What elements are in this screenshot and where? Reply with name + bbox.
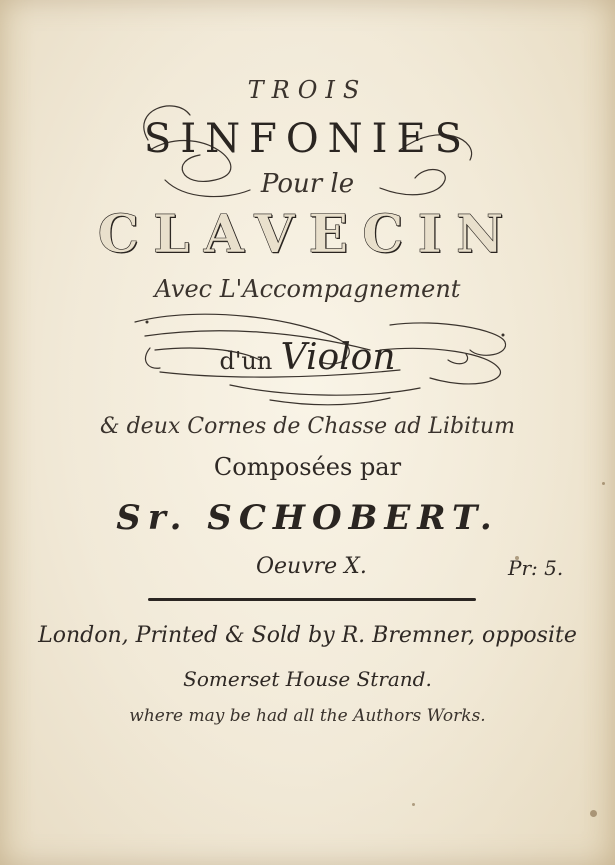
stain-mark [412, 803, 415, 806]
title-sinfonies: SINFONIES [143, 116, 472, 162]
stain-mark [590, 810, 597, 817]
opus-number: Oeuvre X. [256, 554, 367, 579]
title-violon-line [0, 337, 615, 378]
title-accompagnement: Avec L'Accompagnement [154, 275, 461, 303]
imprint-note: where may be had all the Authors Works. [129, 706, 486, 726]
imprint-address: Somerset House Strand. [183, 667, 432, 691]
title-trois: TROIS [247, 76, 368, 104]
title-clavecin: CLAVECIN [97, 204, 518, 265]
violon-prefix: d'un [219, 347, 273, 375]
imprint-publisher: London, Printed & Sold by R. Bremner, opposite [38, 623, 577, 648]
title-composees: Composées par [213, 453, 402, 481]
horizontal-rule [148, 598, 476, 601]
flourish-violon-bottom3 [270, 398, 390, 405]
violon-word: Violon [280, 337, 396, 378]
stain-mark [602, 482, 605, 485]
title-pour-le: Pour le [260, 169, 355, 199]
flourish-violon-bottom2 [230, 385, 420, 395]
title-cornes: & deux Cornes de Chasse ad Libitum [100, 414, 515, 439]
price-label: Pr: 5. [508, 556, 564, 580]
composer-name: Sr. SCHOBERT. [116, 498, 499, 538]
